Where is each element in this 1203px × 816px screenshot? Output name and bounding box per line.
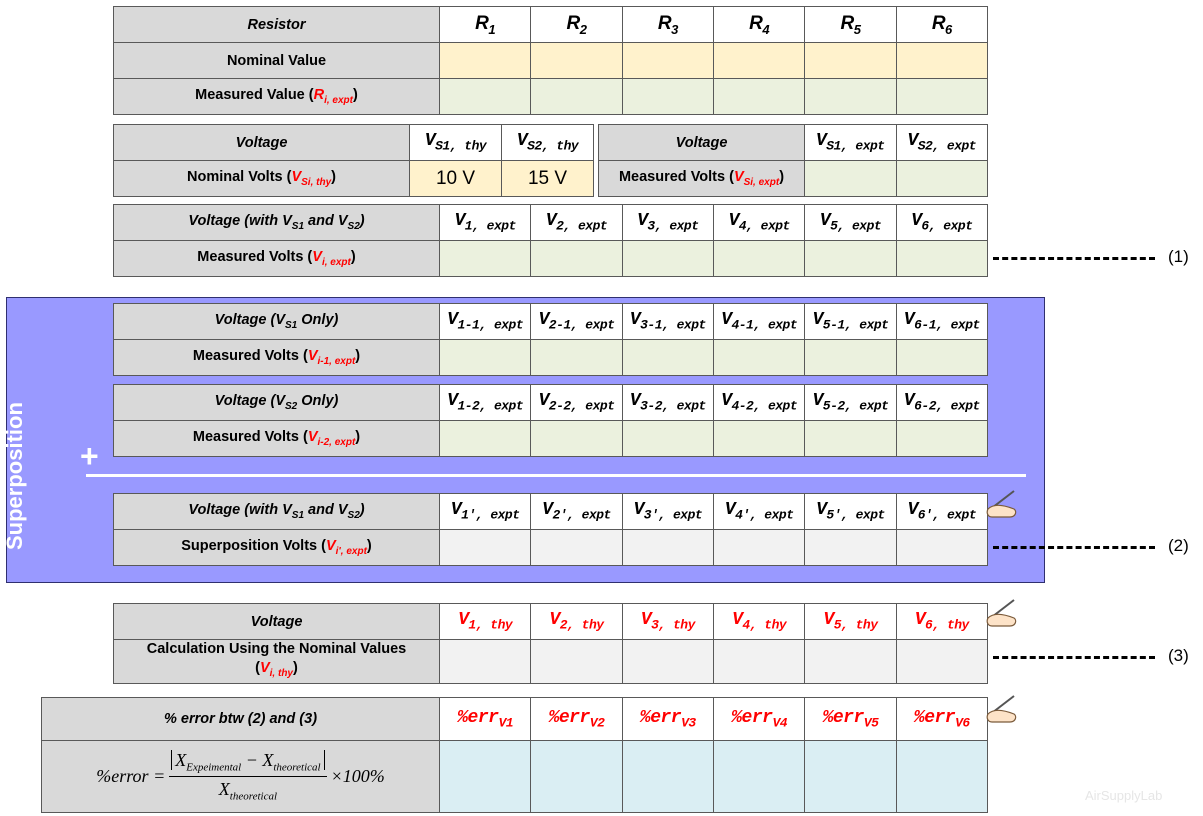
v1-thy-cell[interactable] xyxy=(440,640,531,684)
writing-hand-icon xyxy=(980,694,1020,726)
header-v5-expt: $V_{5, expt}$ xyxy=(805,205,896,241)
watermark: AirSupplyLab xyxy=(1085,788,1163,803)
v5-1-measured-cell[interactable] xyxy=(805,340,896,376)
vs2-measured-volts-label: Measured Volts $(V_{i-2, expt})$ xyxy=(114,421,440,457)
measured-r5-cell[interactable] xyxy=(805,79,896,115)
theory-header-label: Voltage xyxy=(114,604,440,640)
header-v6-thy: $V_{6, thy}$ xyxy=(896,604,987,640)
header-v4-thy: $V_{4, thy}$ xyxy=(713,604,804,640)
v4-thy-cell[interactable] xyxy=(713,640,804,684)
v3-measured-cell[interactable] xyxy=(622,241,713,277)
header-v3p-expt: $V_{3', expt}$ xyxy=(622,494,713,530)
header-v4-expt: $V_{4, expt}$ xyxy=(713,205,804,241)
v2-thy-cell[interactable] xyxy=(531,640,622,684)
v2-measured-cell[interactable] xyxy=(531,241,622,277)
v4p-cell[interactable] xyxy=(713,530,804,566)
header-v2-expt: $V_{2, expt}$ xyxy=(531,205,622,241)
vs2-measured-cell[interactable] xyxy=(896,161,988,197)
err-v6-cell[interactable] xyxy=(896,741,987,813)
header-r1: $R_1$ xyxy=(440,7,531,43)
header-r5: $R_5$ xyxy=(805,7,896,43)
vs1-measured-volts-label: Measured Volts $(V_{i-1, expt})$ xyxy=(114,340,440,376)
both-sources-header-label: Voltage (with $V_{S1}$ and $V_{S2}$) xyxy=(114,205,440,241)
nominal-r1-cell[interactable] xyxy=(440,43,531,79)
v1-2-measured-cell[interactable] xyxy=(440,421,531,457)
both-sources-table xyxy=(113,204,988,277)
header-v2-2-expt: $V_{2-2, expt}$ xyxy=(531,385,622,421)
vs2-only-table xyxy=(113,384,988,457)
header-v1-1-expt: $V_{1-1, expt}$ xyxy=(440,304,531,340)
calculation-label: Calculation Using the Nominal Values $(V_{i, thy})$ xyxy=(114,640,440,684)
header-err-v5: %err$_{V5}$ xyxy=(805,698,896,741)
resistor-label: Resistor xyxy=(114,7,440,43)
header-v6p-expt: $V_{6', expt}$ xyxy=(896,494,987,530)
measured-r6-cell[interactable] xyxy=(896,79,987,115)
v4-2-measured-cell[interactable] xyxy=(713,421,804,457)
v4-1-measured-cell[interactable] xyxy=(713,340,804,376)
theory-table xyxy=(113,603,988,684)
header-err-v6: %err$_{V6}$ xyxy=(896,698,987,741)
header-v6-expt: $V_{6, expt}$ xyxy=(896,205,987,241)
superposition-sum-table xyxy=(113,493,988,566)
header-v2-1-expt: $V_{2-1, expt}$ xyxy=(531,304,622,340)
nominal-r3-cell[interactable] xyxy=(622,43,713,79)
v6-2-measured-cell[interactable] xyxy=(896,421,987,457)
measured-volts-label: Measured Volts $(V_{i, expt})$ xyxy=(114,241,440,277)
v3p-cell[interactable] xyxy=(622,530,713,566)
v3-2-measured-cell[interactable] xyxy=(622,421,713,457)
v4-measured-cell[interactable] xyxy=(713,241,804,277)
header-vs2-thy: $V_{S2, thy}$ xyxy=(502,125,594,161)
error-header-label: % error btw (2) and (3) xyxy=(42,698,440,741)
header-v4-2-expt: $V_{4-2, expt}$ xyxy=(713,385,804,421)
header-v5p-expt: $V_{5', expt}$ xyxy=(805,494,896,530)
plus-sign: + xyxy=(80,438,99,474)
measured-r4-cell[interactable] xyxy=(713,79,804,115)
error-table xyxy=(41,697,988,813)
header-v5-thy: $V_{5, thy}$ xyxy=(805,604,896,640)
header-v1-2-expt: $V_{1-2, expt}$ xyxy=(440,385,531,421)
header-r6: $R_6$ xyxy=(896,7,987,43)
header-v3-thy: $V_{3, thy}$ xyxy=(622,604,713,640)
marker-3-dash xyxy=(993,656,1155,659)
v5-measured-cell[interactable] xyxy=(805,241,896,277)
header-vs1-thy: $V_{S1, thy}$ xyxy=(410,125,502,161)
marker-1-dash xyxy=(993,257,1155,260)
nominal-r4-cell[interactable] xyxy=(713,43,804,79)
header-err-v4: %err$_{V4}$ xyxy=(713,698,804,741)
vs1-nominal-value: 10 V xyxy=(410,161,502,197)
measured-r3-cell[interactable] xyxy=(622,79,713,115)
measured-r2-cell[interactable] xyxy=(531,79,622,115)
header-r4: $R_4$ xyxy=(713,7,804,43)
v2-1-measured-cell[interactable] xyxy=(531,340,622,376)
header-v2p-expt: $V_{2', expt}$ xyxy=(531,494,622,530)
header-v2-thy: $V_{2, thy}$ xyxy=(531,604,622,640)
vs2-only-header-label: Voltage ($V_{S2}$ Only) xyxy=(114,385,440,421)
err-v2-cell[interactable] xyxy=(531,741,622,813)
header-vs2-expt: $V_{S2, expt}$ xyxy=(896,125,988,161)
nominal-value-label: Nominal Value xyxy=(114,43,440,79)
v5-2-measured-cell[interactable] xyxy=(805,421,896,457)
source-nominal-header-label: Voltage xyxy=(114,125,410,161)
nominal-r2-cell[interactable] xyxy=(531,43,622,79)
vs2-nominal-value: 15 V xyxy=(502,161,594,197)
v1-measured-cell[interactable] xyxy=(440,241,531,277)
v2-2-measured-cell[interactable] xyxy=(531,421,622,457)
marker-1-label: (1) xyxy=(1168,247,1189,266)
header-v4-1-expt: $V_{4-1, expt}$ xyxy=(713,304,804,340)
header-v3-expt: $V_{3, expt}$ xyxy=(622,205,713,241)
header-v1-thy: $V_{1, thy}$ xyxy=(440,604,531,640)
header-err-v3: %err$_{V3}$ xyxy=(622,698,713,741)
v3-thy-cell[interactable] xyxy=(622,640,713,684)
err-v5-cell[interactable] xyxy=(805,741,896,813)
writing-hand-icon xyxy=(980,489,1020,521)
vs1-only-table xyxy=(113,303,988,376)
v6-measured-cell[interactable] xyxy=(896,241,987,277)
header-v4p-expt: $V_{4', expt}$ xyxy=(713,494,804,530)
source-nominal-table xyxy=(113,124,594,197)
nominal-volts-label: Nominal Volts $(V_{Si, thy})$ xyxy=(114,161,410,197)
header-err-v1: %err$_{V1}$ xyxy=(440,698,531,741)
writing-hand-icon xyxy=(980,598,1020,630)
sum-header-label: Voltage (with $V_{S1}$ and $V_{S2}$) xyxy=(114,494,440,530)
err-v3-cell[interactable] xyxy=(622,741,713,813)
nominal-r5-cell[interactable] xyxy=(805,43,896,79)
err-v4-cell[interactable] xyxy=(713,741,804,813)
marker-2-dash xyxy=(993,546,1155,549)
header-vs1-expt: $V_{S1, expt}$ xyxy=(805,125,897,161)
measured-value-label: Measured Value $(R_{i, expt})$ xyxy=(114,79,440,115)
source-measured-header-label: Voltage xyxy=(599,125,805,161)
header-v5-1-expt: $V_{5-1, expt}$ xyxy=(805,304,896,340)
v1p-cell[interactable] xyxy=(440,530,531,566)
nominal-r6-cell[interactable] xyxy=(896,43,987,79)
v1-1-measured-cell[interactable] xyxy=(440,340,531,376)
v6-1-measured-cell[interactable] xyxy=(896,340,987,376)
sum-line xyxy=(86,474,1026,477)
header-r3: $R_3$ xyxy=(622,7,713,43)
v5p-cell[interactable] xyxy=(805,530,896,566)
v6p-cell[interactable] xyxy=(896,530,987,566)
header-v3-2-expt: $V_{3-2, expt}$ xyxy=(622,385,713,421)
source-measured-table xyxy=(598,124,988,197)
header-v6-2-expt: $V_{6-2, expt}$ xyxy=(896,385,987,421)
marker-2-label: (2) xyxy=(1168,536,1189,555)
resistor-table xyxy=(113,6,988,115)
v6-thy-cell[interactable] xyxy=(896,640,987,684)
measured-source-volts-label: Measured Volts $(V_{Si, expt})$ xyxy=(599,161,805,197)
header-v1-expt: $V_{1, expt}$ xyxy=(440,205,531,241)
marker-3-label: (3) xyxy=(1168,646,1189,665)
header-err-v2: %err$_{V2}$ xyxy=(531,698,622,741)
v5-thy-cell[interactable] xyxy=(805,640,896,684)
measured-r1-cell[interactable] xyxy=(440,79,531,115)
superposition-title: Superposition xyxy=(2,402,27,550)
v2p-cell[interactable] xyxy=(531,530,622,566)
error-formula-cell xyxy=(42,741,440,813)
v3-1-measured-cell[interactable] xyxy=(622,340,713,376)
header-v5-2-expt: $V_{5-2, expt}$ xyxy=(805,385,896,421)
header-v1p-expt: $V_{1', expt}$ xyxy=(440,494,531,530)
header-v6-1-expt: $V_{6-1, expt}$ xyxy=(896,304,987,340)
vs1-only-header-label: Voltage ($V_{S1}$ Only) xyxy=(114,304,440,340)
vs1-measured-cell[interactable] xyxy=(805,161,897,197)
header-r2: $R_2$ xyxy=(531,7,622,43)
err-v1-cell[interactable] xyxy=(440,741,531,813)
superposition-volts-label: Superposition Volts $(V_{i', expt})$ xyxy=(114,530,440,566)
header-v3-1-expt: $V_{3-1, expt}$ xyxy=(622,304,713,340)
error-formula: %error = $\frac{X_{Expeimental} - X_{theoretical}}{X_{theoretical}}$ ×100% xyxy=(96,750,385,803)
